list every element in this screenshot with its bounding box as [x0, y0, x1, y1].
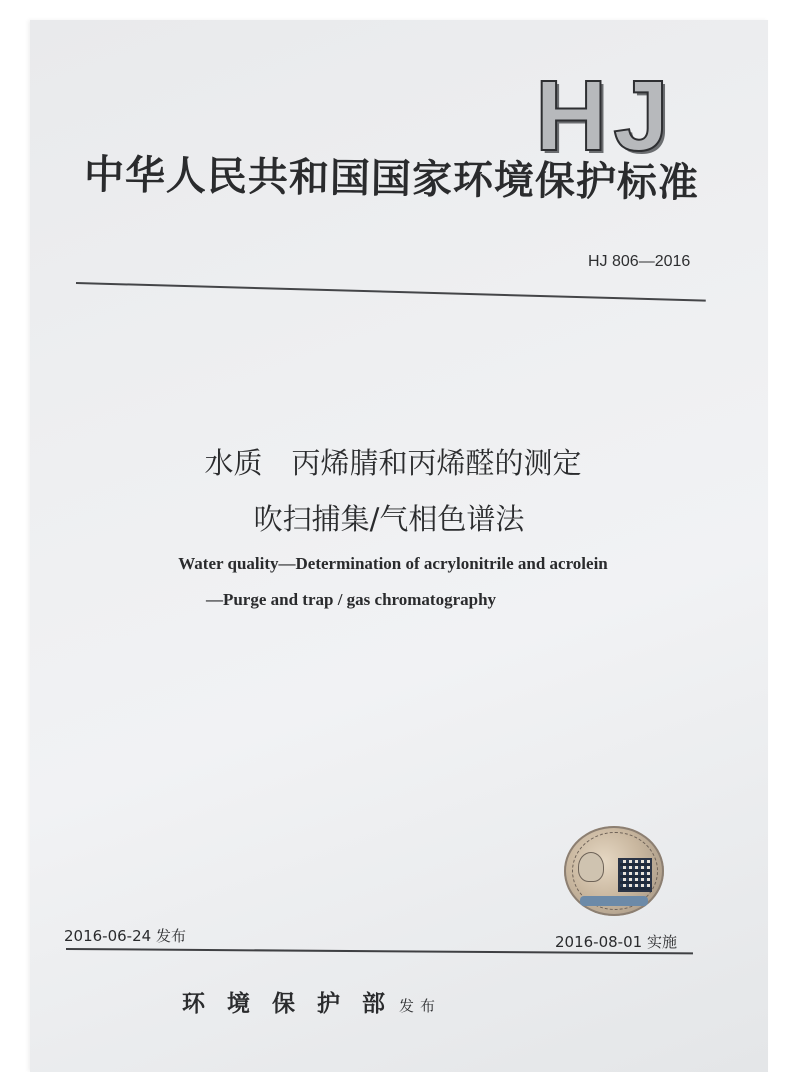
anti-counterfeit-seal-icon [564, 826, 664, 916]
emblem-icon [578, 852, 604, 882]
seal-band [580, 896, 648, 906]
english-title-line-1: Water quality—Determination of acrylonitrile and acrolein [178, 554, 608, 573]
issue-date: 2016-06-24 发布 [64, 927, 186, 945]
publisher-line [182, 985, 441, 1018]
hj-logo: HJ [535, 60, 675, 172]
english-title-line-2: —Purge and trap / gas chromatography [205, 590, 497, 609]
standard-category-title: 中华人民共和国国家环境保护标准 [83, 151, 700, 207]
publisher-name: 环境保护部 [182, 990, 407, 1017]
publisher-suffix: 发布 [399, 997, 442, 1015]
qr-code-icon [618, 858, 652, 892]
implementation-date: 2016-08-01 实施 [555, 933, 677, 951]
chinese-title-line-2: 吹扫捕集/气相色谱法 [253, 502, 525, 536]
chinese-title-line-1: 水质 丙烯腈和丙烯醛的测定 [204, 446, 582, 480]
standard-number: HJ 806—2016 [588, 253, 691, 270]
